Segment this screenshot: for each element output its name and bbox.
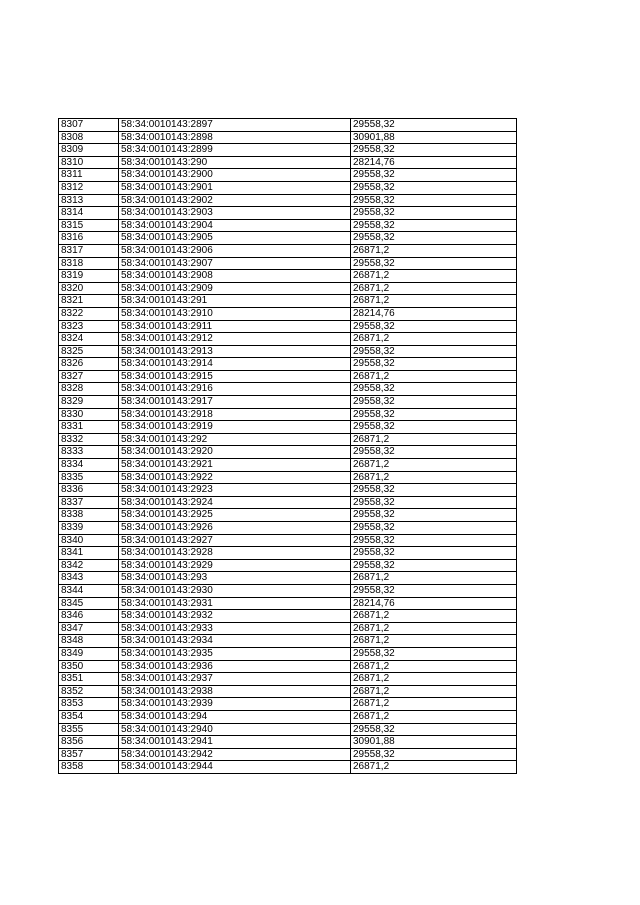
row-number-cell: 8332 (59, 433, 119, 446)
value-cell: 29558,32 (351, 408, 517, 421)
cadastral-number-cell: 58:34:0010143:291 (119, 295, 351, 308)
data-table (58, 118, 517, 774)
value-cell: 26871,2 (351, 685, 517, 698)
table-row (59, 307, 517, 320)
value-cell: 26871,2 (351, 610, 517, 623)
table-row (59, 723, 517, 736)
cadastral-number-cell: 58:34:0010143:2902 (119, 194, 351, 207)
table-row (59, 459, 517, 472)
table-row (59, 131, 517, 144)
value-cell: 29558,32 (351, 522, 517, 535)
cadastral-number-cell: 58:34:0010143:290 (119, 156, 351, 169)
value-cell: 29558,32 (351, 547, 517, 560)
row-number-cell: 8322 (59, 307, 119, 320)
cadastral-number-cell: 58:34:0010143:2905 (119, 232, 351, 245)
value-cell: 29558,32 (351, 358, 517, 371)
value-cell: 29558,32 (351, 207, 517, 220)
row-number-cell: 8329 (59, 396, 119, 409)
row-number-cell: 8349 (59, 647, 119, 660)
table-row (59, 597, 517, 610)
table-row (59, 446, 517, 459)
row-number-cell: 8339 (59, 522, 119, 535)
row-number-cell: 8315 (59, 219, 119, 232)
table-row (59, 320, 517, 333)
row-number-cell: 8307 (59, 119, 119, 132)
cadastral-number-cell: 58:34:0010143:2911 (119, 320, 351, 333)
table-row (59, 547, 517, 560)
cadastral-number-cell: 58:34:0010143:2906 (119, 244, 351, 257)
cadastral-number-cell: 58:34:0010143:2935 (119, 647, 351, 660)
table-row (59, 471, 517, 484)
row-number-cell: 8334 (59, 459, 119, 472)
cadastral-number-cell: 58:34:0010143:2899 (119, 144, 351, 157)
table-row (59, 647, 517, 660)
cadastral-number-cell: 58:34:0010143:2898 (119, 131, 351, 144)
value-cell: 29558,32 (351, 232, 517, 245)
value-cell: 26871,2 (351, 459, 517, 472)
row-number-cell: 8321 (59, 295, 119, 308)
cadastral-number-cell: 58:34:0010143:2913 (119, 345, 351, 358)
table-row (59, 257, 517, 270)
table-row (59, 119, 517, 132)
value-cell: 29558,32 (351, 219, 517, 232)
cadastral-number-cell: 58:34:0010143:2901 (119, 181, 351, 194)
value-cell: 26871,2 (351, 635, 517, 648)
table-row (59, 181, 517, 194)
value-cell: 29558,32 (351, 396, 517, 409)
row-number-cell: 8312 (59, 181, 119, 194)
table-row (59, 584, 517, 597)
table-row (59, 370, 517, 383)
row-number-cell: 8314 (59, 207, 119, 220)
row-number-cell: 8326 (59, 358, 119, 371)
cadastral-number-cell: 58:34:0010143:2925 (119, 509, 351, 522)
cadastral-number-cell: 58:34:0010143:2912 (119, 333, 351, 346)
cadastral-number-cell: 58:34:0010143:2940 (119, 723, 351, 736)
table-row (59, 496, 517, 509)
value-cell: 29558,32 (351, 496, 517, 509)
table-row (59, 358, 517, 371)
cadastral-number-cell: 58:34:0010143:2941 (119, 736, 351, 749)
cadastral-number-cell: 58:34:0010143:2900 (119, 169, 351, 182)
row-number-cell: 8313 (59, 194, 119, 207)
cadastral-number-cell: 58:34:0010143:2936 (119, 660, 351, 673)
row-number-cell: 8324 (59, 333, 119, 346)
table-row (59, 484, 517, 497)
row-number-cell: 8325 (59, 345, 119, 358)
value-cell: 29558,32 (351, 345, 517, 358)
table-row (59, 244, 517, 257)
value-cell: 29558,32 (351, 194, 517, 207)
cadastral-number-cell: 58:34:0010143:2922 (119, 471, 351, 484)
cadastral-number-cell: 58:34:0010143:2919 (119, 421, 351, 434)
cadastral-number-cell: 58:34:0010143:2910 (119, 307, 351, 320)
row-number-cell: 8358 (59, 761, 119, 774)
table-row (59, 710, 517, 723)
row-number-cell: 8309 (59, 144, 119, 157)
cadastral-number-cell: 58:34:0010143:2942 (119, 748, 351, 761)
table-row (59, 622, 517, 635)
table-row (59, 270, 517, 283)
row-number-cell: 8335 (59, 471, 119, 484)
table-row (59, 232, 517, 245)
table-row (59, 509, 517, 522)
cadastral-number-cell: 58:34:0010143:2944 (119, 761, 351, 774)
value-cell: 29558,32 (351, 421, 517, 434)
table-row (59, 559, 517, 572)
table-row (59, 534, 517, 547)
value-cell: 29558,32 (351, 169, 517, 182)
row-number-cell: 8337 (59, 496, 119, 509)
value-cell: 28214,76 (351, 307, 517, 320)
row-number-cell: 8351 (59, 673, 119, 686)
cadastral-number-cell: 58:34:0010143:293 (119, 572, 351, 585)
value-cell: 29558,32 (351, 484, 517, 497)
table-row (59, 660, 517, 673)
value-cell: 26871,2 (351, 282, 517, 295)
value-cell: 26871,2 (351, 572, 517, 585)
cadastral-number-cell: 58:34:0010143:2917 (119, 396, 351, 409)
value-cell: 29558,32 (351, 559, 517, 572)
row-number-cell: 8328 (59, 383, 119, 396)
cadastral-number-cell: 58:34:0010143:2903 (119, 207, 351, 220)
row-number-cell: 8341 (59, 547, 119, 560)
value-cell: 29558,32 (351, 144, 517, 157)
table-row (59, 219, 517, 232)
value-cell: 26871,2 (351, 660, 517, 673)
row-number-cell: 8327 (59, 370, 119, 383)
value-cell: 28214,76 (351, 156, 517, 169)
row-number-cell: 8356 (59, 736, 119, 749)
cadastral-number-cell: 58:34:0010143:2927 (119, 534, 351, 547)
table-row (59, 698, 517, 711)
table-row (59, 169, 517, 182)
table-row (59, 295, 517, 308)
cadastral-number-cell: 58:34:0010143:2930 (119, 584, 351, 597)
value-cell: 26871,2 (351, 370, 517, 383)
row-number-cell: 8336 (59, 484, 119, 497)
value-cell: 29558,32 (351, 181, 517, 194)
row-number-cell: 8344 (59, 584, 119, 597)
value-cell: 29558,32 (351, 446, 517, 459)
cadastral-number-cell: 58:34:0010143:2934 (119, 635, 351, 648)
row-number-cell: 8330 (59, 408, 119, 421)
value-cell: 30901,88 (351, 736, 517, 749)
cadastral-number-cell: 58:34:0010143:2939 (119, 698, 351, 711)
value-cell: 29558,32 (351, 723, 517, 736)
row-number-cell: 8317 (59, 244, 119, 257)
cadastral-number-cell: 58:34:0010143:2923 (119, 484, 351, 497)
table-row (59, 761, 517, 774)
cadastral-number-cell: 58:34:0010143:2915 (119, 370, 351, 383)
table-row (59, 685, 517, 698)
value-cell: 26871,2 (351, 673, 517, 686)
value-cell: 29558,32 (351, 119, 517, 132)
table-row (59, 635, 517, 648)
table-row (59, 610, 517, 623)
row-number-cell: 8342 (59, 559, 119, 572)
cadastral-number-cell: 58:34:0010143:292 (119, 433, 351, 446)
cadastral-number-cell: 58:34:0010143:2937 (119, 673, 351, 686)
row-number-cell: 8333 (59, 446, 119, 459)
row-number-cell: 8353 (59, 698, 119, 711)
row-number-cell: 8355 (59, 723, 119, 736)
cadastral-number-cell: 58:34:0010143:2932 (119, 610, 351, 623)
value-cell: 26871,2 (351, 622, 517, 635)
value-cell: 29558,32 (351, 509, 517, 522)
table-row (59, 194, 517, 207)
value-cell: 29558,32 (351, 584, 517, 597)
value-cell: 29558,32 (351, 320, 517, 333)
table-row (59, 673, 517, 686)
value-cell: 29558,32 (351, 534, 517, 547)
value-cell: 26871,2 (351, 698, 517, 711)
value-cell: 29558,32 (351, 647, 517, 660)
table-row (59, 144, 517, 157)
row-number-cell: 8352 (59, 685, 119, 698)
cadastral-number-cell: 58:34:0010143:2929 (119, 559, 351, 572)
table-row (59, 522, 517, 535)
cadastral-number-cell: 58:34:0010143:2921 (119, 459, 351, 472)
table-row (59, 748, 517, 761)
value-cell: 26871,2 (351, 710, 517, 723)
row-number-cell: 8347 (59, 622, 119, 635)
value-cell: 26871,2 (351, 471, 517, 484)
table-row (59, 383, 517, 396)
cadastral-number-cell: 58:34:0010143:2938 (119, 685, 351, 698)
row-number-cell: 8354 (59, 710, 119, 723)
table-row (59, 333, 517, 346)
cadastral-number-cell: 58:34:0010143:294 (119, 710, 351, 723)
table-row (59, 421, 517, 434)
value-cell: 26871,2 (351, 270, 517, 283)
row-number-cell: 8340 (59, 534, 119, 547)
row-number-cell: 8319 (59, 270, 119, 283)
cadastral-number-cell: 58:34:0010143:2920 (119, 446, 351, 459)
cadastral-number-cell: 58:34:0010143:2904 (119, 219, 351, 232)
row-number-cell: 8357 (59, 748, 119, 761)
table-row (59, 207, 517, 220)
table-row (59, 736, 517, 749)
value-cell: 29558,32 (351, 383, 517, 396)
cadastral-number-cell: 58:34:0010143:2897 (119, 119, 351, 132)
value-cell: 26871,2 (351, 244, 517, 257)
row-number-cell: 8316 (59, 232, 119, 245)
table-row (59, 282, 517, 295)
value-cell: 26871,2 (351, 433, 517, 446)
value-cell: 29558,32 (351, 257, 517, 270)
cadastral-number-cell: 58:34:0010143:2907 (119, 257, 351, 270)
value-cell: 30901,88 (351, 131, 517, 144)
cadastral-number-cell: 58:34:0010143:2918 (119, 408, 351, 421)
row-number-cell: 8348 (59, 635, 119, 648)
cadastral-number-cell: 58:34:0010143:2931 (119, 597, 351, 610)
row-number-cell: 8350 (59, 660, 119, 673)
cadastral-number-cell: 58:34:0010143:2908 (119, 270, 351, 283)
cadastral-number-cell: 58:34:0010143:2928 (119, 547, 351, 560)
value-cell: 28214,76 (351, 597, 517, 610)
table-row (59, 396, 517, 409)
row-number-cell: 8311 (59, 169, 119, 182)
cadastral-number-cell: 58:34:0010143:2909 (119, 282, 351, 295)
value-cell: 29558,32 (351, 748, 517, 761)
row-number-cell: 8323 (59, 320, 119, 333)
row-number-cell: 8338 (59, 509, 119, 522)
value-cell: 26871,2 (351, 761, 517, 774)
value-cell: 26871,2 (351, 333, 517, 346)
table-body (59, 119, 517, 774)
cadastral-number-cell: 58:34:0010143:2914 (119, 358, 351, 371)
row-number-cell: 8310 (59, 156, 119, 169)
row-number-cell: 8346 (59, 610, 119, 623)
row-number-cell: 8320 (59, 282, 119, 295)
table-row (59, 408, 517, 421)
cadastral-number-cell: 58:34:0010143:2926 (119, 522, 351, 535)
cadastral-number-cell: 58:34:0010143:2916 (119, 383, 351, 396)
row-number-cell: 8345 (59, 597, 119, 610)
row-number-cell: 8343 (59, 572, 119, 585)
row-number-cell: 8331 (59, 421, 119, 434)
cadastral-number-cell: 58:34:0010143:2933 (119, 622, 351, 635)
value-cell: 26871,2 (351, 295, 517, 308)
table-row (59, 156, 517, 169)
row-number-cell: 8308 (59, 131, 119, 144)
row-number-cell: 8318 (59, 257, 119, 270)
cadastral-number-cell: 58:34:0010143:2924 (119, 496, 351, 509)
table-row (59, 433, 517, 446)
table-row (59, 572, 517, 585)
table-row (59, 345, 517, 358)
